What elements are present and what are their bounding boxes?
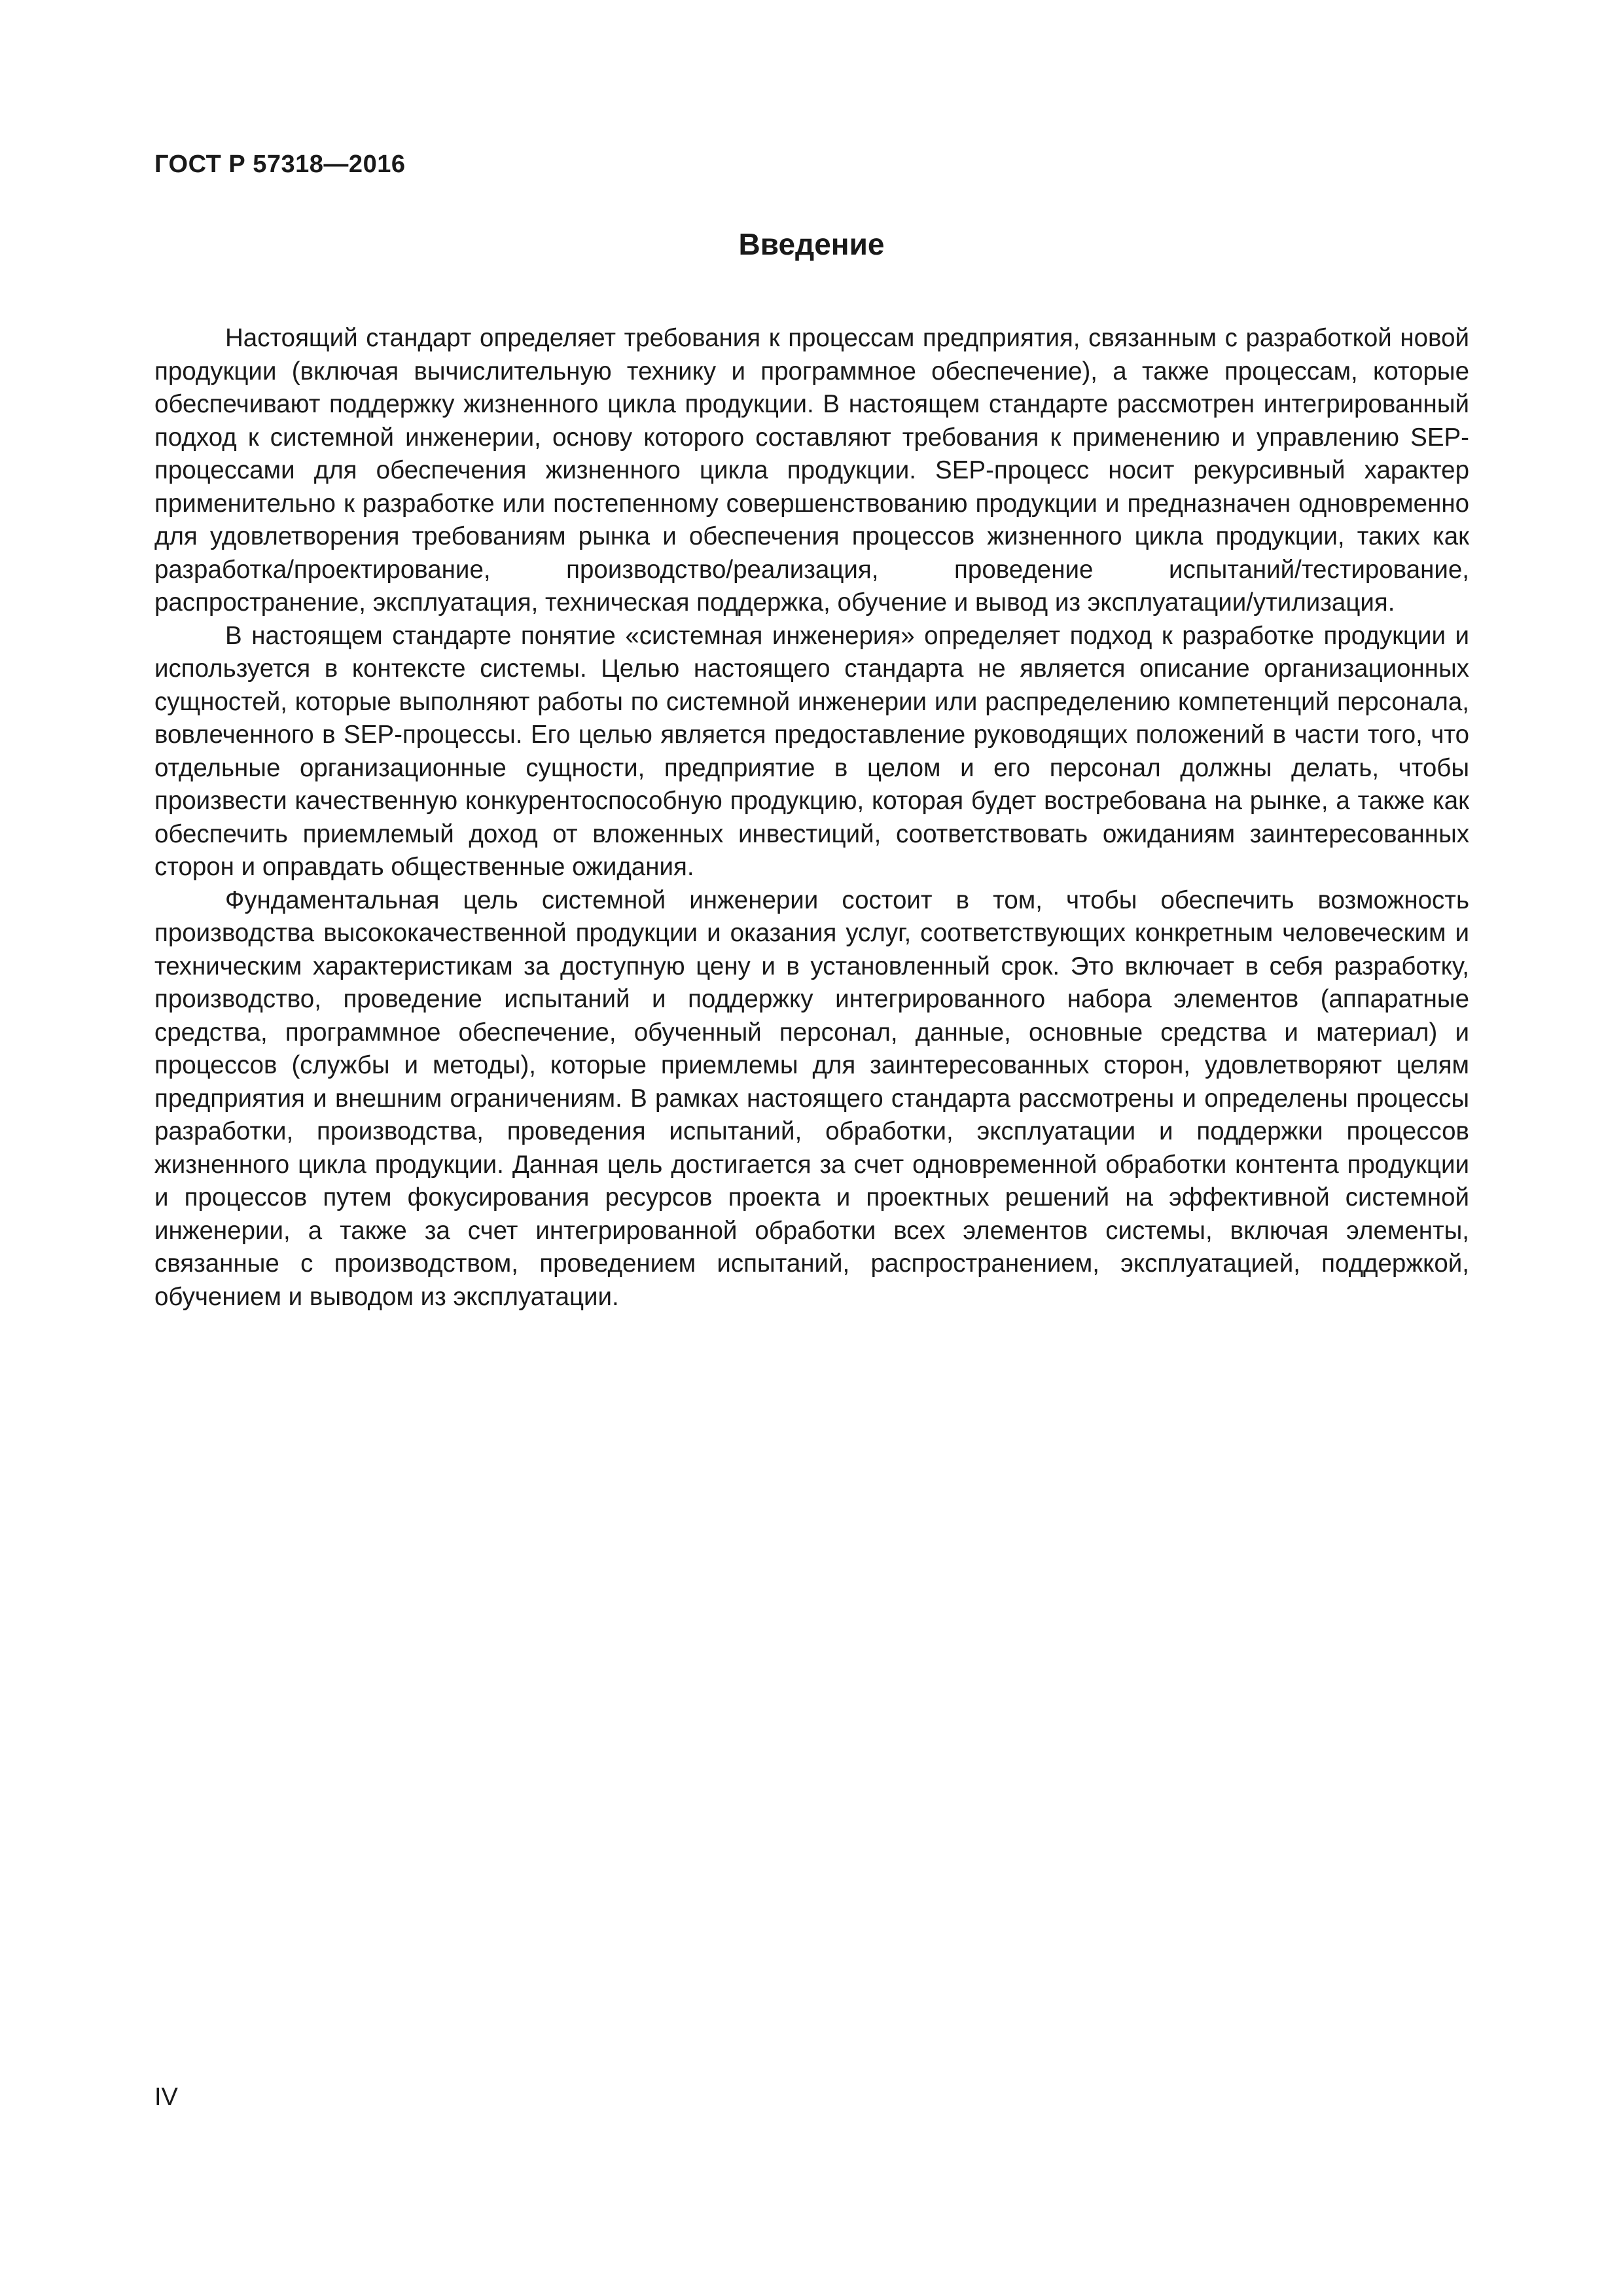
body-text [154,322,1469,1314]
document-code: ГОСТ Р 57318—2016 [154,151,406,178]
paragraph: Настоящий стандарт определяет требования к процессам предприятия, связанным с разработкой новой продукции (включая вычислительную технику и программное обеспечение), а также процессам, которые обеспечивают поддержку жизненного цикла продукции. В настоящем стандарте рассмотрен интегрированный подход к системной инженерии, основу которого составляют требования к применению и управлению SEP-процессами для обеспечения жизненного цикла продукции. SEP-процесс носит рекурсивный характер применительно к разработке или постепенному совершенствованию продукции и предназначен одновременно для удовлетворения требованиям рынка и обеспечения процессов жизненного цикла продукции, таких как разработка/проектирование, производство/реализация, проведение испытаний/тестирование, распространение, эксплуатация, техническая поддержка, обучение и вывод из эксплуатации/утилизация. [154,324,1469,617]
paragraph: В настоящем стандарте понятие «системная инженерия» определяет подход к разработке продукции и используется в контексте системы. Целью настоящего стандарта не является описание организационных сущностей, которые выполняют работы по системной инженерии или распределению компетенций персонала, вовлеченного в SEP-процессы. Его целью является предоставление руководящих положений в части того, что отдельные организационные сущности, предприятие в целом и его персонал должны делать, чтобы произвести качественную конкурентоспособную продукцию, которая будет востребована на рынке, а также как обеспечить приемлемый доход от вложенных инвестиций, соответствовать ожиданиям заинтересованных сторон и оправдать общественные ожидания. [154,621,1469,881]
paragraph: Фундаментальная цель системной инженерии состоит в том, чтобы обеспечить возможность производства высококачественной продукции и оказания услуг, соответствующих конкретным человеческим и техническим характеристикам за доступную цену и в установленный срок. Это включает в себя разработку, производство, проведение испытаний и поддержку интегрированного набора элементов (аппаратные средства, программное обеспечение, обученный персонал, данные, основные средства и материал) и процессов (службы и методы), которые приемлемы для заинтересованных сторон, удовлетворяют целям предприятия и внешним ограничениям. В рамках настоящего стандарта рассмотрены и определены процессы разработки, производства, проведения испытаний, обработки, эксплуатации и поддержки процессов жизненного цикла продукции. Данная цель достигается за счет одновременной обработки контента продукции и процессов путем фокусирования ресурсов проекта и проектных решений на эффективной системной инженерии, а также за счет интегрированной обработки всех элементов системы, включая элементы, связанные с производством, проведением испытаний, распространением, эксплуатацией, поддержкой, обучением и выводом из эксплуатации. [154,886,1469,1311]
page-number: IV [154,2083,178,2111]
section-title: Введение [738,227,885,261]
